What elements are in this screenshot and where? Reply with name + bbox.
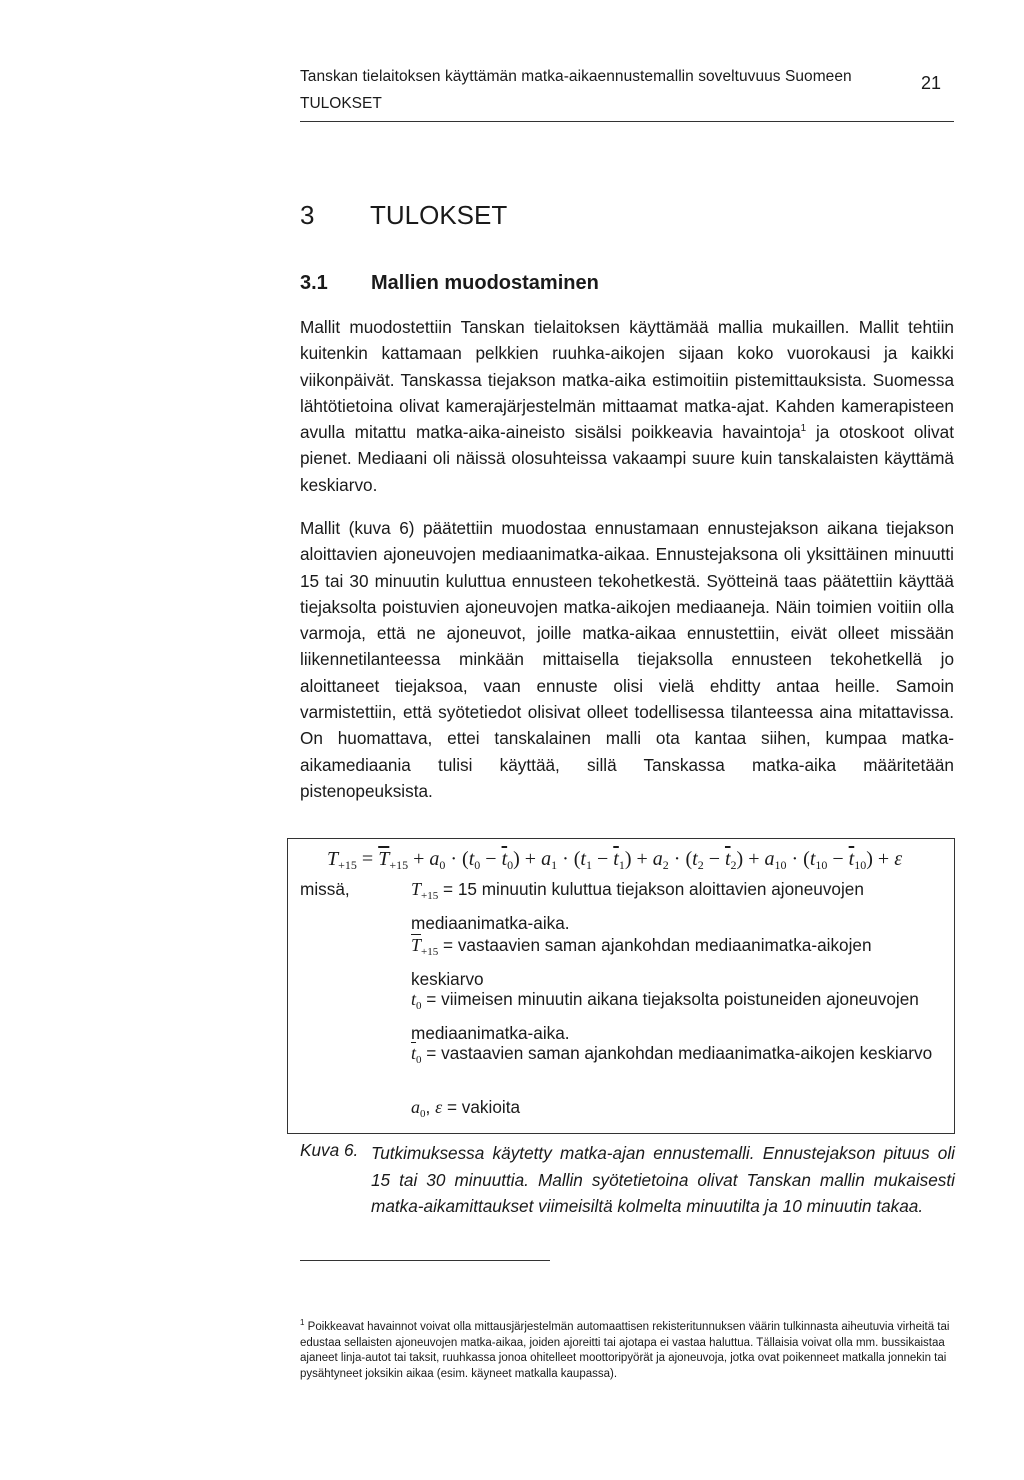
definition-symbol bbox=[411, 879, 439, 902]
body-paragraph-2: Mallit (kuva 6) päätettiin muodostaa ennustamaan ennustejakson aikana tiejakson aloittavien ajoneuvojen mediaanimatka-aikaa. Ennustejaksona oli yksittäinen minuutti 15 tai 30 minuutin kuluttua ennusteen tekohetkestä. Syötteinä taas päätettiin käyttää tiejaksolta poistuvien ajoneuvojen matka-aikojen mediaaneja. Näin toimien voitiin olla varmoja, että ne ajoneuvot, joille matka-aikaa ennustettiin, eivät olleet missään liikennetilanteessa minkään mittaisella tiejaksolla ennusteen tekohetkellä jo aloittaneet tiejaksoa, vaan ennuste olisi vielä ehditty antaa heille. Samoin varmistettiin, että syötetiedot olisivat olleet todellisessa tilanteessa aina mitattavissa. On huomattava, ettei tanskalainen malli ota kantaa siihen, kumpaa matka-aikamediaania tulisi käyttää, sillä Tanskassa matka-aika määritetään pistenopeuksista. bbox=[300, 518, 954, 801]
symbol-subscript: 0 bbox=[416, 1000, 422, 1012]
section-title: Mallien muodostaminen bbox=[371, 272, 599, 294]
body-paragraph-1 bbox=[300, 314, 954, 498]
definition-text: = vastaavien saman ajankohdan mediaanimatka-aikojen keskiarvo bbox=[411, 935, 872, 989]
chapter-number: 3 bbox=[300, 200, 315, 230]
forecast-equation: $T_{+15} = \overline{T}_{+15} + a_0 \cdot (t_0 - \overline{t}_0) + a_1 \cdot (t_1 - \overline{t}_1) + a_2 \cdot (t_2 - \overline{t}_2) + a_{10} \cdot (t_{10} - \overline{t}_{10}) + \varepsilon$ bbox=[327, 848, 903, 872]
symbol-letter: T bbox=[411, 879, 422, 899]
symbol-letter: $\overline{t}$ bbox=[411, 1043, 417, 1063]
symbol-subscript: +15 bbox=[421, 890, 439, 902]
definition-symbol-2: ε bbox=[435, 1097, 443, 1117]
footnote-rule bbox=[300, 1260, 550, 1261]
definition-item bbox=[411, 876, 941, 937]
chapter-title: TULOKSET bbox=[370, 200, 508, 230]
header-rule bbox=[300, 121, 954, 122]
definition-item bbox=[411, 1040, 941, 1074]
paragraph-text: ja otoskoot olivat pienet. Mediaani oli näissä olosuhteissa vakaampi suure kuin tanskalaisten käyttämä keskiarvo. bbox=[300, 422, 954, 495]
section-number: 3.1 bbox=[300, 272, 328, 294]
footnote bbox=[300, 1320, 960, 1382]
definition-item bbox=[411, 986, 941, 1047]
figure-caption-text: Tutkimuksessa käytetty matka-ajan ennustemalli. Ennustejakson pituus oli 15 tai 30 minuuttia. Mallin syötetietoina olivat Tanskan mallin mukaisesti matka-aikamittaukset viimeisiltä kolmelta minuutilta ja 10 minuutin takaa. bbox=[371, 1143, 955, 1216]
definition-text: = vakioita bbox=[446, 1097, 521, 1117]
figure-caption-label: Kuva 6. bbox=[300, 1140, 359, 1160]
definition-text: = 15 minuutin kuluttua tiejakson aloittavien ajoneuvojen mediaanimatka-aika. bbox=[411, 879, 864, 933]
definition-symbol bbox=[411, 1043, 422, 1066]
definition-text: = vastaavien saman ajankohdan mediaanimatka-aikojen keskiarvo bbox=[426, 1043, 933, 1063]
footnote-text: Poikkeavat havainnot voivat olla mittausjärjestelmän automaattisen rekisteritunnuksen väärin tulkinnasta aiheutuvia virheitä tai edustaa sellaisten ajoneuvojen matka-aikaa, joiden ajoreitti tai ajotapa ei vastaa haluttua. Tällaisia voivat olla mm. bussikaistaa ajaneet linja-autot tai taksit, ruuhkassa jonoa ohitelleet moottoripyörät ja ajoneuvoja, jotka ovat poikenneet matkalla jonnekin tai pysähtyneet joksikin aikaa (esim. käyneet matkalla kaupassa). bbox=[300, 1321, 950, 1380]
definition-text: = viimeisen minuutin aikana tiejaksolta poistuneiden ajoneuvojen mediaanimatka-aika. bbox=[411, 989, 919, 1043]
definition-item bbox=[411, 932, 941, 993]
running-header-section: TULOKSET bbox=[300, 95, 382, 112]
symbol-subscript: 0 bbox=[420, 1108, 426, 1120]
definition-symbol bbox=[411, 989, 422, 1012]
footnote-reference[interactable]: 1 bbox=[800, 423, 807, 435]
symbol-letter: $\overline{T}$ bbox=[411, 935, 422, 955]
symbol-subscript: +15 bbox=[421, 946, 439, 958]
symbol-subscript: 0 bbox=[416, 1054, 422, 1066]
where-label: missä, bbox=[300, 879, 350, 899]
page-number: 21 bbox=[921, 73, 942, 93]
definition-item bbox=[411, 1094, 941, 1128]
definition-separator: , bbox=[425, 1097, 436, 1117]
symbol-letter: a bbox=[411, 1097, 420, 1117]
symbol-letter: t bbox=[411, 989, 417, 1009]
definition-symbol bbox=[411, 1097, 426, 1120]
definition-symbol bbox=[411, 935, 439, 958]
paragraph-text: Mallit muodostettiin Tanskan tielaitoksen käyttämää mallia mukaillen. Mallit tehtiin kuitenkin kattamaan pelkkien ruuhka-aikojen sijaan koko vuorokausi ja kaikki viikonpäivät. Tanskassa tiejakson matka-aika estimoitiin pistemittauksista. Suomessa lähtötietoina olivat kamerajärjestelmän mittaamat matka-ajat. Kahden kamerapisteen avulla mitattu matka-aika-aineisto sisälsi poikkeavia havaintoja bbox=[300, 317, 954, 443]
running-header-title: Tanskan tielaitoksen käyttämän matka-aikaennustemallin soveltuvuus Suomeen bbox=[300, 68, 852, 85]
footnote-mark: 1 bbox=[300, 1318, 305, 1327]
